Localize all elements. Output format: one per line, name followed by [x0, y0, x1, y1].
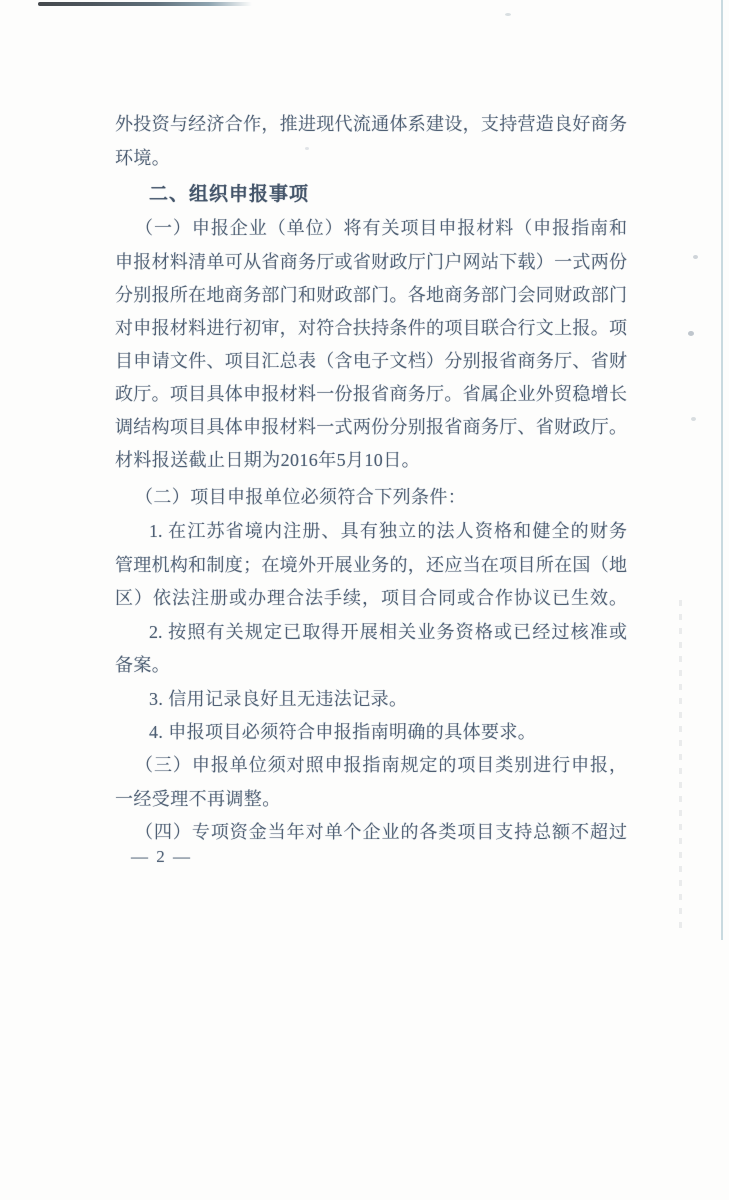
scan-speck: [691, 417, 696, 421]
scan-speck: [688, 331, 694, 336]
text-line: 申报材料清单可从省商务厅或省财政厅门户网站下载）一式两份: [115, 252, 627, 272]
text-line: （四）专项资金当年对单个企业的各类项目支持总额不超过: [135, 822, 627, 842]
scan-artifact-right-edge-line: [721, 0, 723, 940]
scan-speck: [505, 13, 511, 16]
text-line: 对申报材料进行初审，对符合扶持条件的项目联合行文上报。项: [115, 318, 627, 338]
text-line: 2. 按照有关规定已取得开展相关业务资格或已经过核准或: [149, 622, 627, 642]
section-heading: 二、组织申报事项: [149, 184, 310, 205]
text-line: 1. 在江苏省境内注册、具有独立的法人资格和健全的财务: [149, 521, 627, 541]
text-line: （三）申报单位须对照申报指南规定的项目类别进行申报，: [135, 755, 627, 775]
text-line: 一经受理不再调整。: [115, 789, 281, 809]
text-line: 环境。: [115, 148, 171, 168]
text-line: （一）申报企业（单位）将有关项目申报材料（申报指南和: [135, 218, 627, 238]
text-line: 4. 申报项目必须符合申报指南明确的具体要求。: [149, 722, 537, 742]
text-line: 分别报所在地商务部门和财政部门。各地商务部门会同财政部门: [115, 285, 627, 305]
text-line: 3. 信用记录良好且无违法记录。: [149, 689, 408, 709]
scan-artifact-smudge: [679, 600, 682, 935]
text-line: 政厅。项目具体申报材料一份报省商务厅。省属企业外贸稳增长: [115, 384, 627, 404]
text-line: 外投资与经济合作，推进现代流通体系建设，支持营造良好商务: [115, 114, 627, 134]
scan-artifact-top-streak: [38, 2, 252, 6]
text-line: 材料报送截止日期为2016年5月10日。: [115, 450, 420, 470]
text-line: 备案。: [115, 655, 171, 675]
text-line: 目申请文件、项目汇总表（含电子文档）分别报省商务厅、省财: [115, 351, 627, 371]
text-line: 区）依法注册或办理合法手续，项目合同或合作协议已生效。: [115, 588, 627, 608]
scan-speck: [693, 255, 698, 259]
text-line: 管理机构和制度；在境外开展业务的，还应当在项目所在国（地: [115, 555, 627, 575]
text-line: 调结构项目具体申报材料一式两份分别报省商务厅、省财政厅。: [115, 417, 627, 437]
text-line: （二）项目申报单位必须符合下列条件：: [135, 487, 467, 507]
page-number: — 2 —: [131, 847, 192, 866]
